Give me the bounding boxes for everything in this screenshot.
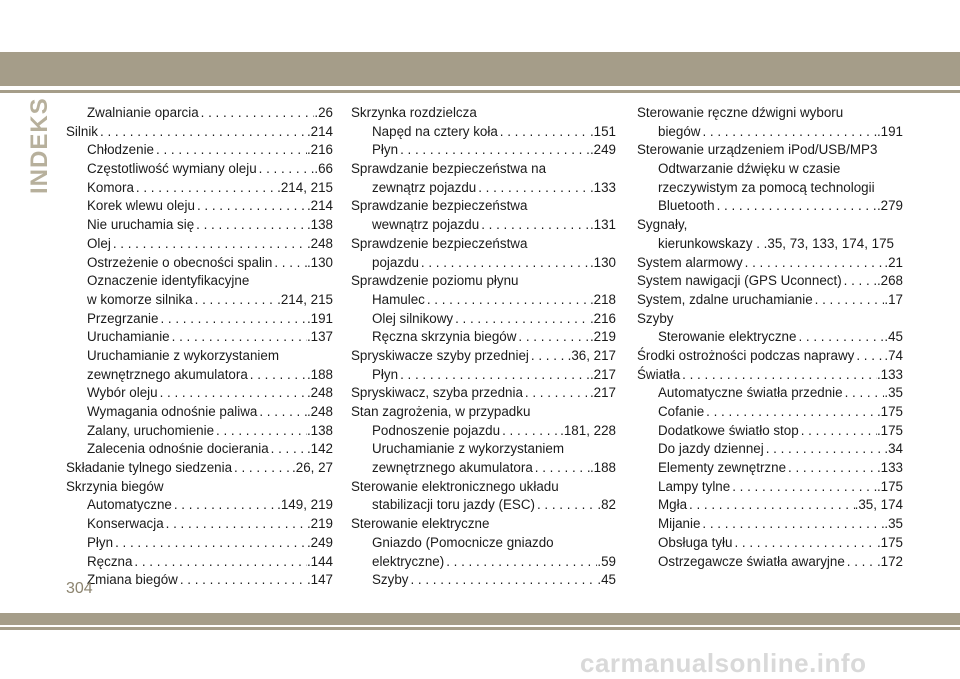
- dot-leader: [199, 104, 315, 123]
- index-term: Olej silnikowy: [372, 310, 454, 326]
- index-term: Przegrzanie: [87, 310, 159, 326]
- dot-leader: [408, 571, 597, 590]
- index-entry: [637, 160, 903, 179]
- index-entry: [351, 534, 616, 553]
- dot-leader: [98, 123, 307, 142]
- index-page-ref: .214: [306, 198, 333, 214]
- index-term: Mgła: [658, 497, 688, 513]
- dot-leader: [700, 123, 877, 142]
- index-term: Spryskiwacz, szyba przednia: [351, 385, 523, 401]
- index-term: System, zdalne uruchamianie: [637, 291, 813, 307]
- dot-leader: [269, 440, 307, 459]
- index-page-ref: .218: [589, 291, 616, 307]
- index-page-ref: .147: [306, 572, 333, 588]
- dot-leader: [132, 553, 307, 572]
- index-term: Bluetooth: [658, 198, 715, 214]
- index-entry: [351, 179, 616, 198]
- index-entry: [637, 366, 903, 385]
- index-entry: [637, 254, 903, 273]
- dot-leader: [813, 291, 885, 310]
- index-term: Zalecenia odnośnie docierania: [87, 441, 269, 457]
- index-term: Sprawdzenie bezpieczeństwa: [351, 235, 528, 251]
- index-entry: [66, 534, 333, 553]
- index-term: Szyby: [372, 572, 409, 588]
- index-term: Zalany, uruchomienie: [87, 422, 215, 438]
- index-entry: [66, 403, 333, 422]
- index-page-ref: .216: [306, 142, 333, 158]
- index-page-ref: .26, 27: [292, 460, 333, 476]
- index-entry: [637, 459, 903, 478]
- dot-leader: [272, 254, 307, 273]
- index-term: Chłodzenie: [87, 142, 154, 158]
- index-term: Ręczna skrzynia biegów: [372, 329, 517, 345]
- index-entry: [66, 197, 333, 216]
- index-term: Lampy tylne: [658, 478, 731, 494]
- index-term: Sygnały,: [637, 217, 688, 233]
- index-term: Światła: [637, 366, 681, 382]
- index-entry: [351, 328, 616, 347]
- index-entry: [351, 403, 616, 422]
- index-entry: [351, 272, 616, 291]
- index-page-ref: .138: [306, 422, 333, 438]
- index-term: Uruchamianie z wykorzystaniem: [372, 441, 564, 457]
- index-term: Elementy zewnętrzne: [658, 460, 787, 476]
- index-entry: [637, 123, 903, 142]
- index-entry: [66, 310, 333, 329]
- index-entry: [637, 347, 903, 366]
- index-entry: [66, 478, 333, 497]
- index-page-ref: .268: [876, 273, 903, 289]
- index-term: Sprawdzenie poziomu płynu: [351, 273, 519, 289]
- dot-leader: [500, 422, 560, 441]
- index-page-ref: .175: [876, 534, 903, 550]
- index-term: Składanie tylnego siedzenia: [66, 460, 233, 476]
- index-term: Dodatkowe światło stop: [658, 422, 799, 438]
- index-term: Spryskiwacze szyby przedniej: [351, 347, 529, 363]
- index-term: Stan zagrożenia, w przypadku: [351, 404, 531, 419]
- dot-leader: [854, 347, 884, 366]
- index-term: w komorze silnika: [87, 291, 193, 307]
- index-term: Komora: [87, 179, 134, 195]
- index-entry: [66, 384, 333, 403]
- dot-leader: [113, 534, 307, 553]
- index-page-ref: .17: [884, 291, 903, 307]
- index-entry: [351, 235, 616, 254]
- index-page-ref: .191: [306, 310, 333, 326]
- index-entry: [637, 384, 903, 403]
- index-term: Mijanie: [658, 516, 701, 532]
- dot-leader: [786, 459, 877, 478]
- index-page-ref: .214: [306, 123, 333, 139]
- index-entry: [637, 440, 903, 459]
- index-term: rzeczywistym za pomocą technologii: [658, 179, 875, 195]
- section-label: INDEKS: [26, 97, 53, 194]
- index-entry: [66, 366, 333, 385]
- dot-leader: [444, 553, 597, 572]
- index-term: Ostrzeżenie o obecności spalin: [87, 254, 273, 270]
- index-entry: [351, 216, 616, 235]
- index-term: Sprawdzanie bezpieczeństwa na: [351, 161, 547, 177]
- dot-leader: [764, 440, 885, 459]
- index-term: Odtwarzanie dźwięku w czasie: [658, 161, 841, 177]
- index-entry: [66, 347, 333, 366]
- index-term: elektryczne): [372, 553, 445, 569]
- index-page-ref: .137: [306, 329, 333, 345]
- index-page-ref: .248: [306, 404, 333, 419]
- dot-leader: [232, 459, 292, 478]
- index-entry: [66, 553, 333, 572]
- index-page-ref: .181, 228: [560, 422, 616, 438]
- index-term: System alarmowy: [637, 254, 743, 270]
- dot-leader: [845, 553, 877, 572]
- index-entry: [66, 515, 333, 534]
- index-term: Skrzynka rozdzielcza: [351, 105, 477, 120]
- index-term: kierunkowskazy . .35, 73, 133, 174, 175: [658, 235, 894, 251]
- index-page-ref: .249: [306, 534, 333, 550]
- dot-leader: [687, 496, 855, 515]
- index-page-ref: .131: [589, 217, 616, 233]
- index-entry: [66, 216, 333, 235]
- index-entry: [351, 459, 616, 478]
- dot-leader: [178, 571, 307, 590]
- dot-leader: [842, 272, 877, 291]
- index-term: Ręczna: [87, 553, 133, 569]
- index-entry: [66, 328, 333, 347]
- index-entry: [351, 384, 616, 403]
- index-term: Nie uruchamia się: [87, 217, 195, 233]
- index-entry: [351, 141, 616, 160]
- index-entry: [637, 310, 903, 329]
- index-column-2: [351, 104, 616, 590]
- index-page-ref: .175: [876, 422, 903, 438]
- dot-leader: [704, 403, 877, 422]
- index-page-ref: .130: [589, 254, 616, 270]
- dot-leader: [476, 179, 590, 198]
- watermark: carmanualsonline.info: [580, 648, 867, 678]
- index-page-ref: .151: [589, 123, 616, 139]
- index-term: Częstotliwość wymiany oleju: [87, 161, 257, 177]
- index-term: Oznaczenie identyfikacyjne: [87, 273, 250, 289]
- index-entry: [637, 272, 903, 291]
- index-entry: [637, 515, 903, 534]
- index-page-ref: .175: [876, 404, 903, 419]
- index-entry: [66, 235, 333, 254]
- index-entry: [637, 403, 903, 422]
- index-term: Olej: [87, 235, 111, 251]
- dot-leader: [134, 179, 277, 198]
- dot-leader: [398, 141, 590, 160]
- index-page-ref: .214, 215: [277, 291, 333, 307]
- index-page-ref: .249: [589, 142, 616, 158]
- index-term: Do jazdy dziennej: [658, 441, 764, 457]
- dot-leader: [194, 216, 307, 235]
- index-entry: [66, 104, 333, 123]
- index-term: Ostrzegawcze światła awaryjne: [658, 553, 845, 569]
- index-page-ref: .66: [314, 161, 333, 177]
- index-page-ref: .188: [306, 366, 333, 382]
- index-entry: [637, 216, 903, 235]
- index-term: Płyn: [372, 366, 399, 382]
- dot-leader: [172, 496, 277, 515]
- index-term: Konserwacja: [87, 516, 164, 532]
- index-entry: [637, 328, 903, 347]
- index-term: Korek wlewu oleju: [87, 198, 195, 214]
- dot-leader: [799, 422, 877, 441]
- index-entry: [351, 366, 616, 385]
- index-entry: [66, 123, 333, 142]
- index-entry: [637, 496, 903, 515]
- index-term: Wymagania odnośnie paliwa: [87, 404, 258, 419]
- dot-leader: [248, 366, 307, 385]
- dot-leader: [479, 216, 590, 235]
- index-term: Sterowanie elektronicznego układu: [351, 478, 559, 494]
- dot-leader: [700, 515, 884, 534]
- index-page-ref: .191: [876, 123, 903, 139]
- index-entry: [351, 123, 616, 142]
- index-entry: [637, 291, 903, 310]
- index-entry: [351, 291, 616, 310]
- index-entry: [351, 104, 616, 123]
- index-term: Środki ostrożności podczas naprawy: [637, 347, 855, 363]
- index-entry: [66, 440, 333, 459]
- index-entry: [637, 534, 903, 553]
- index-term: System nawigacji (GPS Uconnect): [637, 273, 842, 289]
- index-page-ref: .138: [306, 217, 333, 233]
- index-page-ref: .130: [306, 254, 333, 270]
- index-term: Sterowanie ręczne dźwigni wyboru: [637, 105, 844, 120]
- index-entry: [66, 291, 333, 310]
- index-page-ref: .172: [876, 553, 903, 569]
- index-entry: [351, 571, 616, 590]
- index-page-ref: .248: [306, 235, 333, 251]
- dot-leader: [419, 254, 590, 273]
- dot-leader: [498, 123, 590, 142]
- dot-leader: [257, 160, 315, 179]
- index-entry: [637, 553, 903, 572]
- dot-leader: [535, 496, 597, 515]
- index-term: Cofanie: [658, 404, 705, 419]
- index-term: Podnoszenie pojazdu: [372, 422, 501, 438]
- index-page-ref: .214, 215: [277, 179, 333, 195]
- dot-leader: [257, 403, 307, 422]
- index-entry: [637, 478, 903, 497]
- index-page-ref: .21: [884, 254, 903, 270]
- index-term: Sterowanie urządzeniem iPod/USB/MP3: [637, 142, 878, 158]
- index-term: Automatyczne światła przednie: [658, 385, 843, 401]
- header-rule: [0, 90, 960, 93]
- index-term: Automatyczne: [87, 497, 172, 513]
- dot-leader: [164, 515, 307, 534]
- index-entry: [351, 478, 616, 497]
- dot-leader: [158, 384, 307, 403]
- dot-leader: [529, 347, 568, 366]
- index-entry: [351, 553, 616, 572]
- index-entry: [66, 179, 333, 198]
- index-term: Płyn: [87, 534, 114, 550]
- index-term: pojazdu: [372, 254, 419, 270]
- footer-rule: [0, 627, 960, 630]
- index-entry: [66, 459, 333, 478]
- index-term: Gniazdo (Pomocnicze gniazdo: [372, 534, 554, 550]
- dot-leader: [533, 459, 590, 478]
- index-entry: [351, 310, 616, 329]
- index-term: Napęd na cztery koła: [372, 123, 498, 139]
- index-term: Sterowanie elektryczne: [658, 329, 797, 345]
- index-term: Skrzynia biegów: [66, 478, 164, 494]
- index-term: stabilizacji toru jazdy (ESC): [372, 497, 535, 513]
- index-page-ref: .144: [306, 553, 333, 569]
- dot-leader: [730, 478, 877, 497]
- index-term: Uruchamianie: [87, 329, 170, 345]
- index-page-ref: .59: [597, 553, 616, 569]
- index-page-ref: .219: [589, 329, 616, 345]
- index-page-ref: .34: [884, 441, 903, 457]
- index-term: biegów: [658, 123, 701, 139]
- index-entry: [66, 422, 333, 441]
- index-entry: [637, 104, 903, 123]
- index-entry: [637, 422, 903, 441]
- index-page-ref: .45: [597, 572, 616, 588]
- dot-leader: [843, 384, 885, 403]
- index-term: zewnątrz pojazdu: [372, 179, 477, 195]
- index-entry: [66, 496, 333, 515]
- page-number: 304: [66, 580, 93, 597]
- index-page-ref: .217: [589, 385, 616, 401]
- dot-leader: [111, 235, 307, 254]
- dot-leader: [398, 366, 590, 385]
- index-entry: [351, 254, 616, 273]
- index-entry: [637, 141, 903, 160]
- dot-leader: [170, 328, 307, 347]
- dot-leader: [680, 366, 877, 385]
- index-column-3: [637, 104, 903, 571]
- dot-leader: [195, 197, 307, 216]
- dot-leader: [154, 141, 307, 160]
- index-entry: [351, 197, 616, 216]
- dot-leader: [715, 197, 877, 216]
- index-page-ref: .217: [589, 366, 616, 382]
- index-page-ref: .188: [589, 460, 616, 476]
- index-entry: [66, 160, 333, 179]
- index-term: Silnik: [66, 123, 98, 139]
- index-page-ref: .26: [314, 105, 333, 120]
- index-entry: [66, 272, 333, 291]
- index-term: wewnątrz pojazdu: [372, 217, 480, 233]
- index-page-ref: .279: [876, 198, 903, 214]
- index-term: Wybór oleju: [87, 385, 158, 401]
- dot-leader: [214, 422, 307, 441]
- index-page-ref: .133: [876, 460, 903, 476]
- index-page-ref: .35: [884, 516, 903, 532]
- index-term: zewnętrznego akumulatora: [372, 460, 533, 476]
- index-page-ref: .248: [306, 385, 333, 401]
- dot-leader: [425, 291, 590, 310]
- index-term: zewnętrznego akumulatora: [87, 366, 248, 382]
- index-term: Hamulec: [372, 291, 425, 307]
- index-entry: [351, 440, 616, 459]
- index-entry: [351, 496, 616, 515]
- index-term: Szyby: [637, 310, 674, 326]
- index-entry: [637, 235, 903, 254]
- index-page-ref: .216: [589, 310, 616, 326]
- index-entry: [351, 347, 616, 366]
- index-page-ref: .35: [884, 385, 903, 401]
- index-entry: [637, 179, 903, 198]
- index-column-1: [66, 104, 333, 590]
- index-entry: [66, 254, 333, 273]
- index-page-ref: .175: [876, 478, 903, 494]
- dot-leader: [516, 328, 590, 347]
- index-entry: [351, 160, 616, 179]
- dot-leader: [193, 291, 277, 310]
- index-entry: [351, 422, 616, 441]
- dot-leader: [523, 384, 590, 403]
- index-entry: [637, 197, 903, 216]
- index-term: Sprawdzanie bezpieczeństwa: [351, 198, 528, 214]
- index-entry: [351, 515, 616, 534]
- index-page-ref: .45: [884, 329, 903, 345]
- index-page-ref: .35, 174: [854, 497, 903, 513]
- header-band: [0, 52, 960, 86]
- index-page-ref: .82: [597, 497, 616, 513]
- index-page-ref: .142: [306, 441, 333, 457]
- index-page-ref: .219: [306, 516, 333, 532]
- index-term: Zmiana biegów: [87, 572, 178, 588]
- index-term: Obsługa tyłu: [658, 534, 733, 550]
- dot-leader: [453, 310, 590, 329]
- dot-leader: [796, 328, 884, 347]
- index-entry: [66, 141, 333, 160]
- index-entry: [66, 571, 333, 590]
- index-page-ref: .36, 217: [567, 347, 616, 363]
- index-term: Uruchamianie z wykorzystaniem: [87, 347, 279, 363]
- index-term: Płyn: [372, 142, 399, 158]
- dot-leader: [732, 534, 877, 553]
- index-term: Zwalnianie oparcia: [87, 105, 199, 120]
- index-page-ref: .133: [876, 366, 903, 382]
- footer-band: [0, 613, 960, 625]
- dot-leader: [743, 254, 885, 273]
- index-page-ref: .149, 219: [277, 497, 333, 513]
- index-page-ref: .133: [589, 179, 616, 195]
- dot-leader: [158, 310, 306, 329]
- index-page-ref: .74: [884, 347, 903, 363]
- index-term: Sterowanie elektryczne: [351, 516, 490, 532]
